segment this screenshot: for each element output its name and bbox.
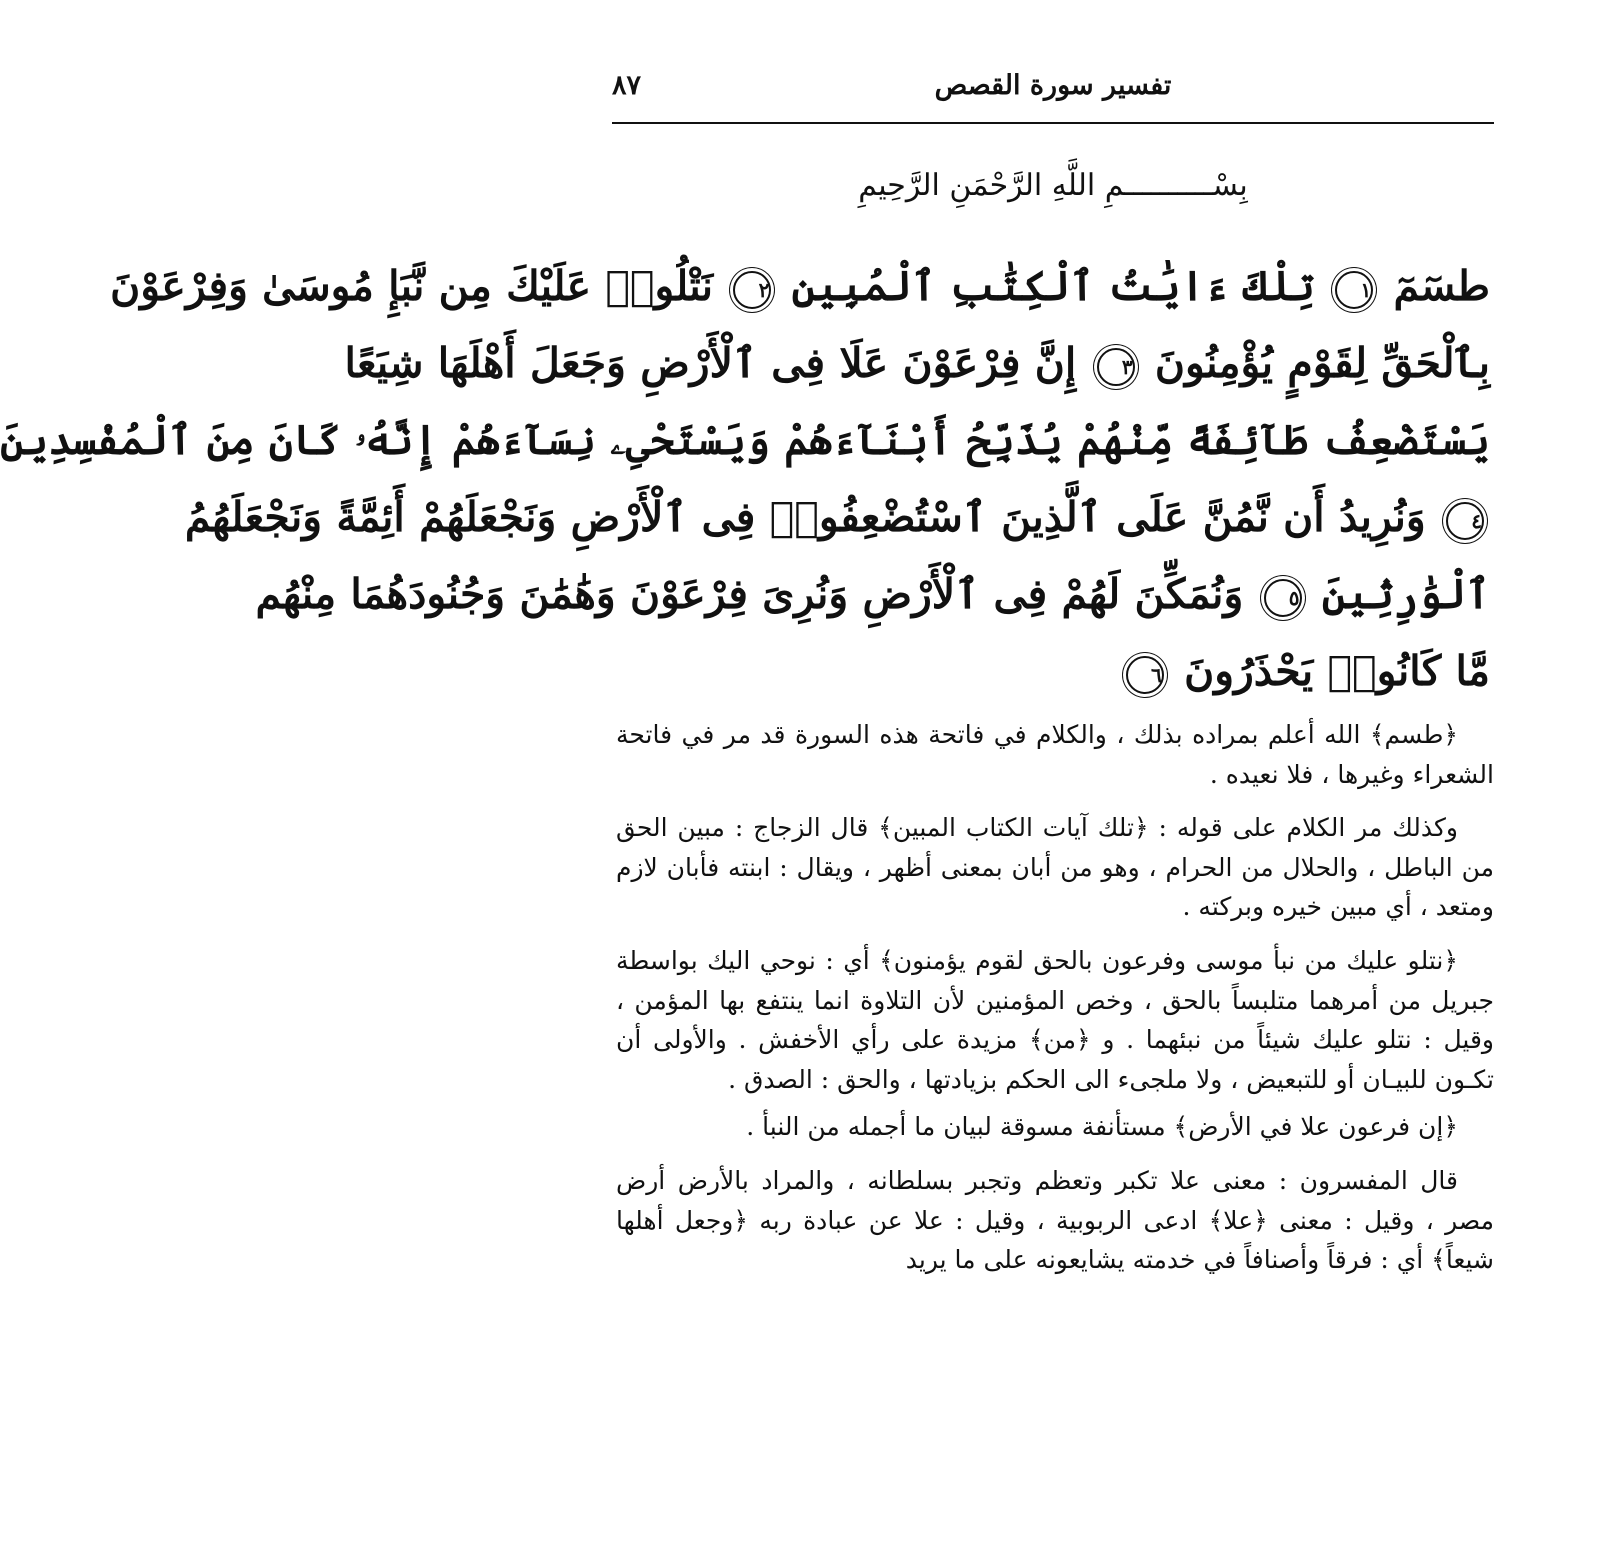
basmala: بِسْــــــــــمِ اللَّهِ الرَّحْمَنِ الرَّحِيمِ <box>858 168 1248 203</box>
quran-verses <box>0 248 1490 710</box>
verse-text: وَنُمَكِّنَ لَهُمْ فِى ٱلْأَرْضِ وَنُرِىَ فِرْعَوْنَ وَهَٰمَٰنَ وَجُنُودَهُمَا مِنْهُم <box>255 570 1244 618</box>
page-number: ٨٧ <box>612 70 642 101</box>
commentary-paragraph: ﴿طسم﴾ الله أعلم بمراده بذلك ، والكلام في فاتحة هذه السورة قد مر في فاتحة الشعراء وغيرها ، فلا نعيده . <box>616 720 1494 789</box>
ayah-number-marker: ٣ <box>1097 348 1135 386</box>
ayah-number-marker: ١ <box>1335 271 1373 309</box>
verse-line-3 <box>0 402 1490 479</box>
verse-text: نَتْلُوا۟ عَلَيْكَ مِن نَّبَإِ مُوسَىٰ وَفِرْعَوْنَ <box>110 262 714 310</box>
commentary-paragraph: ﴿نتلو عليك من نبأ موسى وفرعون بالحق لقوم يؤمنون﴾ أي : نوحي اليك بواسطة جبريل من أمرهما متلبساً بالحق ، وخص المؤمنين لأن التلاوة انما ينتفع بها المؤمن ، وقيل : نتلو عليك شيئاً من نبئهما . و ﴿من﴾ مزيدة على رأي الأخفش . والأولى أن تكـون للبيـان أو للتبعيض ، ولا ملجىء الى الحكم بزيادتها ، والحق : الصدق . <box>616 945 1494 1094</box>
header-title: تفسير سورة القصص <box>934 70 1172 101</box>
verse-text: وَنُرِيدُ أَن نَّمُنَّ عَلَى ٱلَّذِينَ ٱسْتُضْعِفُوا۟ فِى ٱلْأَرْضِ وَنَجْعَلَهُمْ أَئِمَّةً وَنَجْعَلَهُمُ <box>184 493 1426 541</box>
commentary-paragraph: قال المفسرون : معنى علا تكبر وتعظم وتجبر بسلطانه ، والمراد بالأرض أرض مصر ، وقيل : معنى ﴿علا﴾ ادعى الربوبية ، وقيل : علا عن عبادة ربه ﴿وجعل أهلها شيعاً﴾ أي : فرقاً وأصنافاً في خدمته يشايعونه على ما يريد <box>616 1165 1494 1275</box>
commentary <box>616 715 1494 1294</box>
verse-text: مَّا كَانُوا۟ يَحْذَرُونَ <box>1184 647 1490 695</box>
ayah-number-marker: ٥ <box>1264 579 1302 617</box>
verse-line-5 <box>255 556 1490 633</box>
verse-text: تِلْكَ ءَايَٰتُ ٱلْكِتَٰبِ ٱلْمُبِينِ <box>791 262 1315 310</box>
verse-line-1 <box>110 248 1490 325</box>
verse-text: طسٓمٓ <box>1393 262 1490 310</box>
ayah-number-marker: ٦ <box>1126 656 1164 694</box>
verse-line-6 <box>616 633 1490 710</box>
verse-text: يَسْتَضْعِفُ طَآئِفَةً مِّنْهُمْ يُذَبِّحُ أَبْنَآءَهُمْ وَيَسْتَحْىِۦ نِسَآءَهُمْ إِنَّهُۥ كَانَ مِنَ ٱلْمُفْسِدِينَ <box>0 416 1490 464</box>
verse-text: بِٱلْحَقِّ لِقَوْمٍ يُؤْمِنُونَ <box>1154 339 1490 387</box>
verse-text: إِنَّ فِرْعَوْنَ عَلَا فِى ٱلْأَرْضِ وَجَعَلَ أَهْلَهَا شِيَعًا <box>344 339 1077 387</box>
commentary-paragraph: وكذلك مر الكلام على قوله : ﴿تلك آيات الكتاب المبين﴾ قال الزجاج : مبين الحق من الباطل ، والحلال من الحرام ، وهو من أبان بمعنى أظهر ، ويقال : ابنته فأبان لازم ومتعد ، أي مبين خيره وبركته . <box>616 813 1494 922</box>
header-rule <box>612 122 1494 124</box>
running-header <box>612 70 1494 116</box>
verse-line-4 <box>184 479 1490 556</box>
ayah-number-marker: ٢ <box>733 271 771 309</box>
verse-text: ٱلْوَٰرِثِينَ <box>1321 570 1490 618</box>
verse-line-2 <box>344 325 1490 402</box>
ayah-number-marker: ٤ <box>1446 502 1484 540</box>
commentary-paragraph: ﴿إن فرعون علا في الأرض﴾ مستأنفة مسوقة لبيان ما أجمله من النبأ . <box>746 1112 1458 1142</box>
